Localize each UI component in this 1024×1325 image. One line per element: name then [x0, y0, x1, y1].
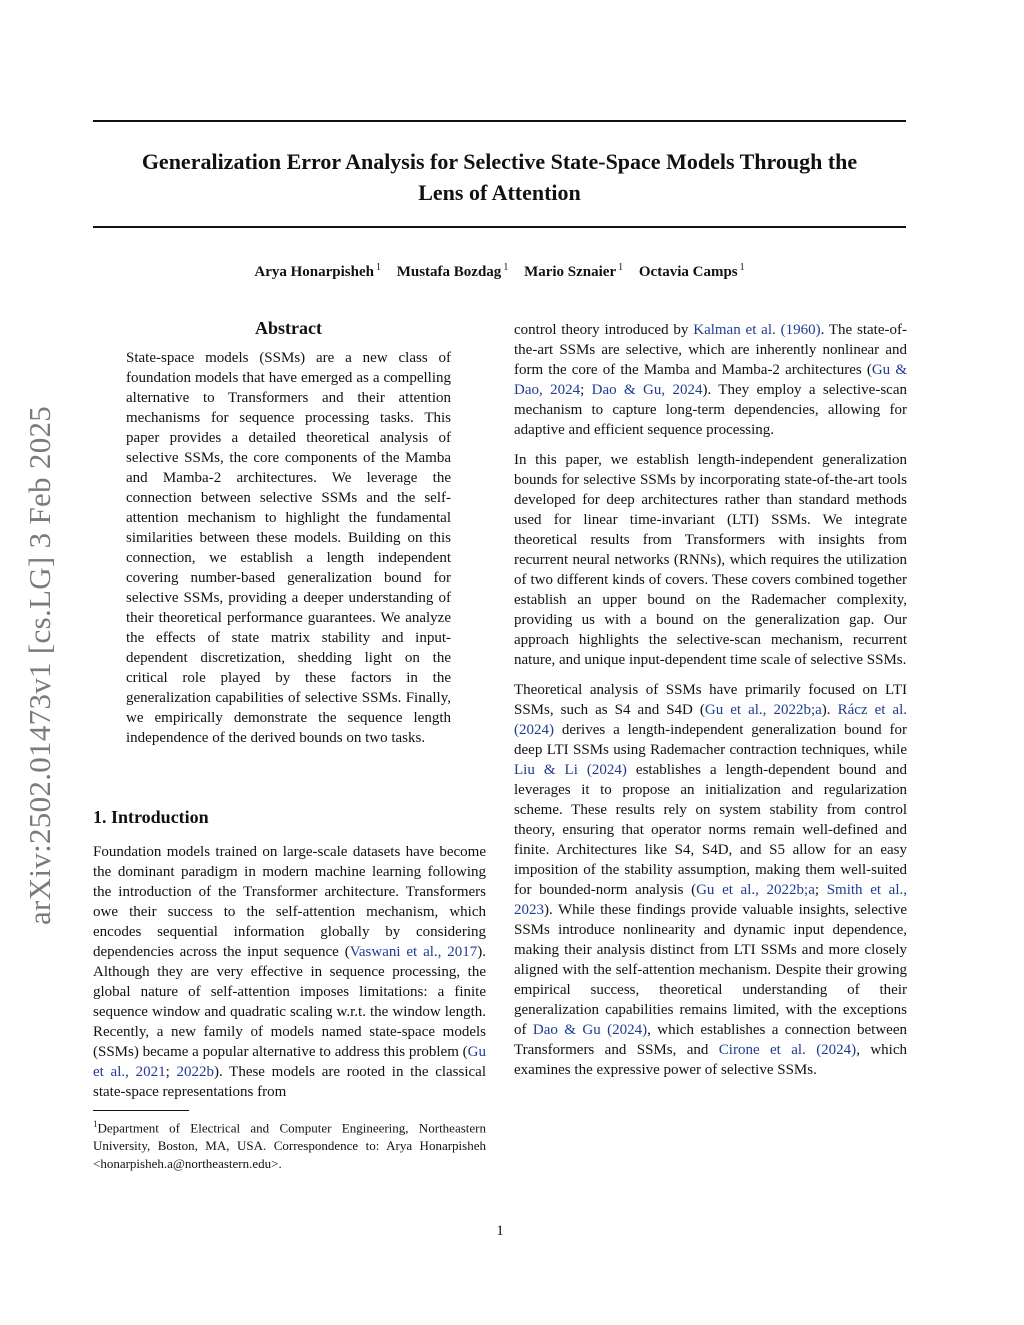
title-rule-top — [93, 120, 906, 122]
author-name: Mario Sznaier — [524, 264, 617, 280]
body-text: establishes a length-dependent bound and leverages it to propose an initialization and regularization scheme. These results rely on system stability from control theory, ensuring that operator norms remain well-defined and finite. Architectures like S4, S4D, and S5 allow for an easy imposition of the stability assumption, making them well-suited for bounded-norm analysis ( — [514, 762, 907, 898]
author — [397, 264, 509, 280]
intro-paragraph-2: In this paper, we establish length-independent generalization bounds for selective SSMs by incorporating state-of-the-art tools developed for deep architectures rather than standard methods used for linear time-invariant (LTI) SSMs. We integrate theoretical results from Transformers with insights from recurrent neural networks (RNNs), which requires the utilization of two different kinds of covers. These covers combined together establish an upper bound on the Rademacher complexity, providing us with a bound on the generalization gap. Our approach highlights the selective-scan mechanism, recurrent nature, and unique input-dependent time scale of selective SSMs. — [514, 452, 907, 668]
intro-paragraph-1-cont — [514, 320, 907, 440]
footnote-text: Department of Electrical and Computer Engineering, Northeastern University, Boston, MA, USA. Correspondence to: Arya Honarpisheh <honarpisheh.a@northeastern.edu>. — [93, 1120, 486, 1172]
body-text: Foundation models trained on large-scale datasets have become the dominant paradigm in modern machine learning following the introduction of the Transformer architecture. Transformers owe their success to the self-attention mechanism, which encodes sequential information globally by considering dependencies across the input sequence ( — [93, 844, 486, 960]
page-number: 1 — [496, 1223, 504, 1239]
author-name: Octavia Camps — [638, 264, 738, 280]
abstract-heading: Abstract — [255, 318, 322, 338]
right-column — [514, 320, 907, 1090]
body-text: , which examines the expressive power of selective SSMs. — [514, 1042, 907, 1078]
author-name: Arya Honarpisheh — [254, 264, 374, 280]
abstract-text: State-space models (SSMs) are a new class of foundation models that have emerged as a compelling alternative to Transformers and their attention mechanisms for sequence processing tasks. This paper provides a detailed theoretical analysis of selective SSMs, the core components of the Mamba and Mamba-2 architectures. We leverage the connection between selective SSMs and the self-attention mechanism to highlight the fundamental similarities between these models. Building on this connection, we establish a length independent covering number-based generalization bound for selective SSMs, providing a deeper understanding of their theoretical performance guarantees. We analyze the effects of state matrix stability and input-dependent discretization, shedding light on the critical role played by these factors in the generalization capabilities of selective SSMs. Finally, we empirically demonstrate the sequence length independence of the derived bounds on two tasks. — [126, 350, 451, 746]
author-affiliation-mark: 1 — [375, 262, 381, 273]
body-text: , which establishes a connection between Transformers and SSMs, and — [514, 1022, 907, 1058]
body-text: ). While these findings provide valuable insights, selective SSMs introduce nonlinearity and dynamic input dependence, making their analysis distinct from LTI SSMs and more closely aligned with the self-attention mechanism. Despite their growing empirical success, theoretical understanding of their generalization capabilities remains limited, with the exceptions of — [514, 902, 907, 1038]
intro-paragraph-1 — [93, 842, 486, 1102]
citation-link[interactable]: Gu et al., 2021 — [93, 1044, 486, 1080]
author — [524, 264, 623, 280]
paper-title — [93, 146, 906, 208]
body-text: derives a length-independent generalization bound for deep LTI SSMs using Rademacher contraction techniques, while — [514, 722, 907, 758]
citation-link[interactable]: Gu et al., 2022b;a — [704, 702, 822, 718]
citation-link[interactable]: Smith et al., 2023 — [514, 882, 908, 918]
author — [639, 264, 745, 280]
citation-link[interactable]: Cirone et al. (2024) — [718, 1042, 857, 1058]
body-text: ). These models are rooted in the classical state-space representations from — [93, 1064, 486, 1100]
author-name: Mustafa Bozdag — [396, 264, 502, 280]
author — [254, 264, 381, 280]
citation-link[interactable]: Kalman et al. (1960) — [693, 322, 821, 338]
citation-link[interactable]: Rácz et al. (2024) — [514, 702, 907, 738]
body-text: ; — [580, 382, 592, 398]
author-affiliation-mark: 1 — [618, 262, 624, 273]
body-text: control theory introduced by — [514, 322, 694, 338]
citation-link[interactable]: 2022b — [176, 1064, 214, 1080]
citation-link[interactable]: Vaswani et al., 2017 — [349, 944, 478, 960]
paper-title-line-2: Lens of Attention — [418, 180, 581, 205]
citation-link[interactable]: Gu & Dao, 2024 — [514, 362, 907, 398]
footnote-mark: 1 — [93, 1119, 98, 1129]
intro-paragraph-3 — [514, 680, 907, 1080]
section-heading-introduction: 1. Introduction — [93, 807, 209, 827]
author-affiliation-mark: 1 — [739, 262, 745, 273]
body-text: . The state-of-the-art SSMs are selective, which are inherently nonlinear and form the core of the Mamba and Mamba-2 architectures ( — [514, 322, 907, 378]
citation-link[interactable]: Dao & Gu, 2024 — [591, 382, 703, 398]
citation-link[interactable]: Gu et al., 2022b;a — [696, 882, 815, 898]
body-text: Theoretical analysis of SSMs have primarily focused on LTI SSMs, such as S4 and S4D ( — [514, 682, 907, 718]
footnote — [93, 1115, 486, 1173]
author-list — [93, 262, 906, 281]
title-rule-bottom — [93, 226, 906, 228]
footnote-rule — [93, 1110, 189, 1111]
paper-title-line-1: Generalization Error Analysis for Selective State-Space Models Through the — [141, 149, 858, 174]
author-affiliation-mark: 1 — [503, 262, 509, 273]
body-text: ). — [821, 702, 838, 718]
citation-link[interactable]: Dao & Gu (2024) — [532, 1022, 648, 1038]
body-text: ). They employ a selective-scan mechanism to capture long-term dependencies, allowing for adaptive and efficient sequence processing. — [514, 382, 907, 438]
body-text: ). Although they are very effective in sequence processing, the global nature of self-attention imposes limitations: a finite sequence window and quadratic scaling w.r.t. the window length. Recently, a new family of models named state-space models (SSMs) became a popular alternative to address this problem ( — [93, 944, 486, 1060]
arxiv-identifier: arXiv:2502.01473v1 [cs.LG] 3 Feb 2025 — [22, 405, 57, 925]
citation-link[interactable]: Liu & Li (2024) — [514, 762, 627, 778]
body-text: ; — [165, 1064, 177, 1080]
body-text: ; — [814, 882, 827, 898]
